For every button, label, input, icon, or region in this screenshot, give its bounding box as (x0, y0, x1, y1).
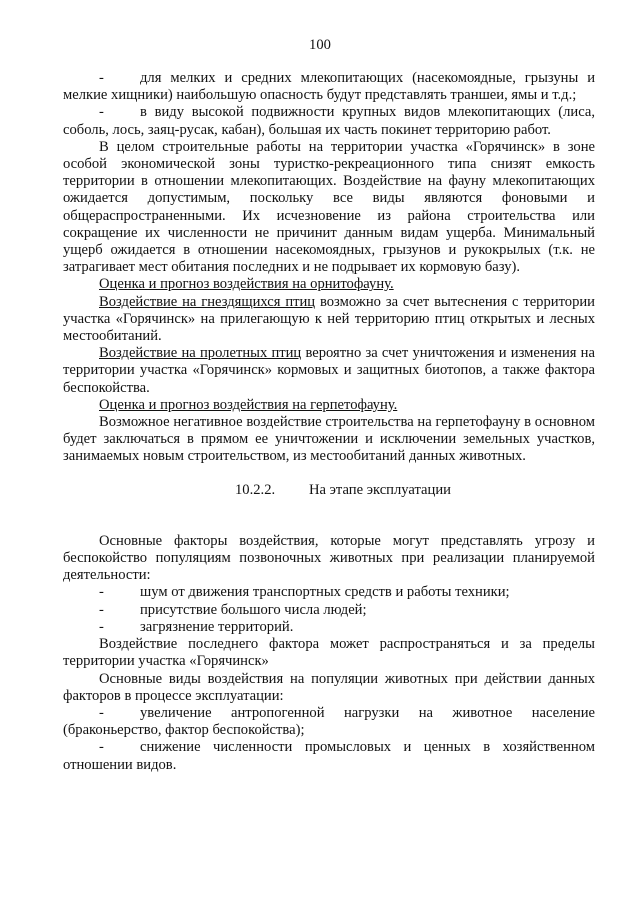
bullet-dash: - (99, 104, 104, 121)
paragraph-text: возможно за счет вытеснения с территории участка «Горячинск» на прилегающую к ней территорию птиц открытых и лесных местообитаний. (63, 293, 595, 345)
list-item (63, 602, 595, 619)
list-item-text: шум от движения транспортных средств и работы техники; (140, 584, 510, 601)
paragraph-nesting-birds (63, 294, 595, 346)
bullet-dash: - (99, 584, 104, 601)
list-item-text: в виду высокой подвижности крупных видов млекопитающих (лиса, соболь, лось, заяц-русак, кабан), большая их часть покинет территорию работ. (63, 104, 595, 138)
bullet-dash: - (99, 601, 104, 618)
list-item-text: снижение численности промысловых и ценных в хозяйственном отношении видов. (63, 739, 595, 773)
list-item-text: загрязнение территорий. (140, 618, 294, 635)
paragraph-mammals: В целом строительные работы на территории участка «Горячинск» в зоне особой экономической зоны туристко-рекреационного типа снизят емкость территории в отношении млекопитающих. Воздействие на фауну млекопитающих ожидается допустимым, поскольку все виды являются фоновыми и общераспространенными. Их исчезновение из района строительства или сокращение их численности не причинит данным видам ущерба. Минимальный ущерб ожидается в отношении насекомоядных, грызунов и рукокрылых (т.к. не затрагивает мест обитания последних и не подрывает их кормовую базу). (63, 138, 595, 276)
underlined-term: Воздействие на пролетных птиц (99, 345, 302, 362)
list-item-text: увеличение антропогенной нагрузки на животное население (браконьерство, фактор беспокойства); (63, 704, 595, 739)
list-item (63, 619, 595, 636)
paragraph-text: вероятно за счет уничтожения и изменения на территории участка «Горячинск» кормовых и защитных биотопов, а также фактора беспокойства. (63, 345, 595, 396)
paragraph-last-factor: Воздействие последнего фактора может распространяться и за пределы территории участка «Горячинск» (63, 636, 595, 670)
paragraph-factors: Основные факторы воздействия, которые могут представлять угрозу и беспокойство популяциям позвоночных животных при реализации планируемой деятельности: (63, 532, 595, 584)
bullet-dash: - (99, 739, 104, 756)
page-number: 100 (309, 37, 331, 53)
list-item (63, 705, 595, 739)
heading-ornithofauna (63, 276, 595, 293)
spacer (63, 499, 595, 533)
paragraph-herpetofauna: Возможное негативное воздействие строительства на герпетофауну в основном будет заключаться в прямом ее уничтожении и исключении земельных участков, занимаемых новым строительством, из местообитаний данных животных. (63, 414, 595, 465)
list-item (63, 104, 595, 138)
heading-text: Оценка и прогноз воздействия на герпетофауну. (99, 396, 398, 413)
list-item (63, 70, 595, 104)
paragraph-migratory-birds (63, 345, 595, 397)
bullet-dash: - (99, 704, 104, 721)
list-item-text: для мелких и средних млекопитающих (насекомоядные, грызуны и мелкие хищники) наибольшую опасность будут представлять траншеи, ямы и т.д.; (63, 70, 595, 104)
document-body (63, 70, 595, 774)
section-heading (63, 482, 595, 499)
heading-herpetofauna (63, 397, 595, 414)
underlined-term: Воздействие на гнездящихся птиц (99, 293, 316, 310)
heading-text: Оценка и прогноз воздействия на орнитофауну. (99, 276, 394, 293)
list-item (63, 739, 595, 773)
list-item-text: присутствие большого числа людей; (140, 601, 367, 618)
list-item (63, 584, 595, 601)
bullet-dash: - (99, 70, 104, 86)
section-number: 10.2.2. (235, 481, 276, 498)
bullet-dash: - (99, 618, 104, 635)
section-title: На этапе эксплуатации (309, 481, 451, 498)
paragraph-main-types: Основные виды воздействия на популяции животных при действии данных факторов в процессе эксплуатации: (63, 670, 595, 704)
